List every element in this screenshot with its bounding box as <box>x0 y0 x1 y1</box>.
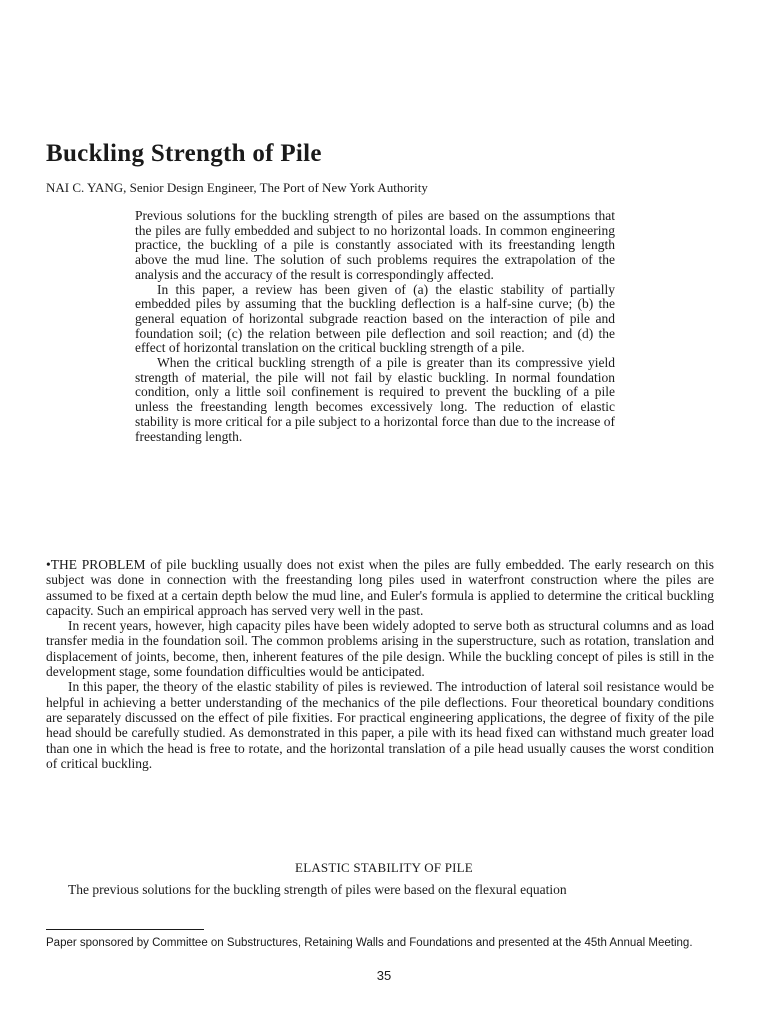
abstract-paragraph: Previous solutions for the buckling strength of piles are based on the assumptions that the piles are fully embedded and subject to no horizontal loads. In common engineering practice, the buckling of a pile is constantly associated with its freestanding length above the mud line. The solution of such problems requires the extrapolation of the analysis and the accuracy of the result is correspondingly affected. <box>135 208 615 282</box>
footnote: Paper sponsored by Committee on Substructures, Retaining Walls and Foundations and presented at the 45th Annual Meeting. <box>46 937 693 949</box>
paper-title: Buckling Strength of Pile <box>46 140 322 167</box>
abstract-paragraph: In this paper, a review has been given of (a) the elastic stability of partially embedded piles by assuming that the buckling deflection is a half-sine curve; (b) the general equation of horizontal subgrade reaction based on the interaction of pile and foundation soil; (c) the relation between pile deflection and soil reaction; and (d) the effect of horizontal translation on the critical buckling strength of a pile. <box>135 281 615 356</box>
body-text <box>46 557 714 771</box>
section-paragraph: The previous solutions for the buckling strength of piles were based on the flexural equation <box>68 882 567 897</box>
abstract <box>135 209 615 444</box>
author-byline: NAI C. YANG, Senior Design Engineer, The Port of New York Authority <box>46 180 428 195</box>
body-paragraph: In recent years, however, high capacity piles have been widely adopted to serve both as structural columns and as load transfer media in the foundation soil. The common problems arising in the superstructure, such as rotation, translation and displacement of joints, become, then, inherent features of the pile design. While the buckling concept of piles is still in the development stage, some foundation difficulties would be anticipated. <box>46 618 714 680</box>
abstract-paragraph: When the critical buckling strength of a pile is greater than its compressive yield strength of material, the pile will not fail by elastic buckling. In normal foundation condition, only a little soil confinement is required to prevent the buckling of a pile unless the freestanding length becomes excessively long. The reduction of elastic stability is more critical for a pile subject to a horizontal force than due to the increase of freestanding length. <box>135 355 615 444</box>
body-paragraph: In this paper, the theory of the elastic stability of piles is reviewed. The introduction of lateral soil resistance would be helpful in achieving a better understanding of the mechanics of the pile deflections. Four theoretical boundary conditions are separately discussed on the effect of pile fixities. For practical engineering applications, the degree of fixity of the pile head should be carefully studied. As demonstrated in this paper, a pile with its head fixed can withstand much greater load than one in which the head is free to rotate, and the horizontal translation of a pile head usually causes the worst condition of critical buckling. <box>46 679 714 771</box>
section-heading: ELASTIC STABILITY OF PILE <box>295 860 473 875</box>
page-number: 35 <box>376 968 392 983</box>
body-paragraph: •THE PROBLEM of pile buckling usually does not exist when the piles are fully embedded. The early research on this subject was done in connection with the freestanding long piles used in waterfront construction where the piles are assumed to be fixed at a certain depth below the mud line, and Euler's formula is applied to determine the critical buckling capacity. Such an empirical approach has served very well in the past. <box>46 557 714 618</box>
footnote-divider <box>46 929 204 930</box>
section-body <box>46 882 714 897</box>
